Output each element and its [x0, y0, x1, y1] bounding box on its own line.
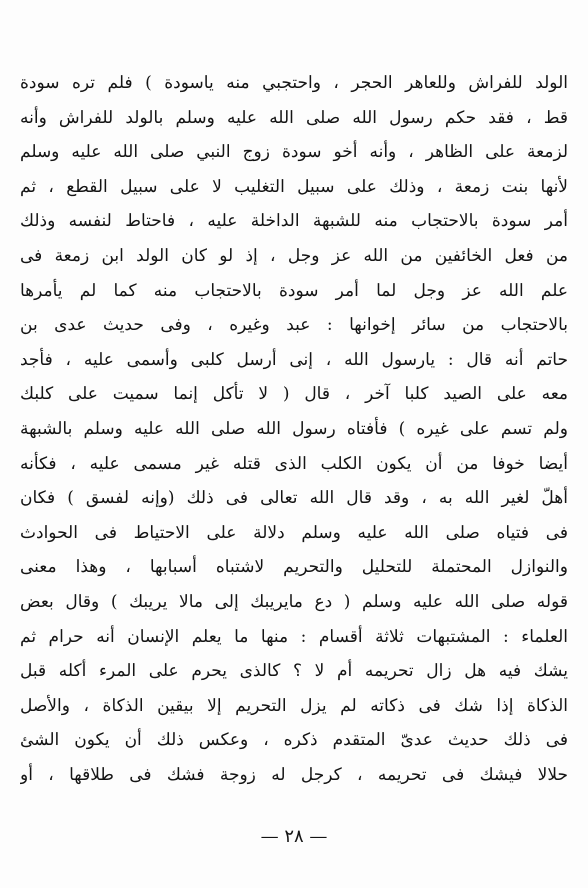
text-line: فى فتياه صلى الله عليه وسلم دلالة على الاحتياط فى الحوادث — [20, 522, 568, 543]
text-line: حلالا فيشك فى تحريمه ، كرجل له زوجة فشك فى طلاقها ، أو — [20, 764, 568, 785]
text-line: أيضا خوفا من أن يكون الكلب الذى قتله غير مسمى عليه ، فكأنه — [20, 453, 568, 474]
text-line: أمر سودة بالاحتجاب منه للشبهة الداخلة عليه ، فاحتاط لنفسه وذلك — [20, 211, 568, 232]
text-line: علم الله عز وجل لما أمر سودة بالاحتجاب منه كما لم يأمرها — [20, 280, 568, 301]
text-line: لزمعة على الظاهر ، وأنه أخو سودة زوج النبي صلى الله عليه وسلم — [20, 142, 568, 163]
text-line: بالاحتجاب من سائر إخوانها : عبد وغيره ، وفى حديث عدى بن — [20, 315, 568, 336]
text-line: الولد للفراش وللعاهر الحجر ، واحتجبي منه ياسودة ) فلم تره سودة — [20, 73, 568, 93]
body-text — [20, 66, 568, 792]
text-line: حاتم أنه قال : يارسول الله ، إنى أرسل كلبى وأسمى عليه ، فأجد — [20, 349, 568, 370]
text-line: الذكاة إذا شك فى ذكاته لم يزل التحريم إلا بيقين الذكاة ، والأصل — [20, 695, 568, 716]
text-line: قط ، فقد حكم رسول الله صلى الله عليه وسلم بالولد للفراش وأنه — [20, 107, 568, 128]
text-line: لأنها بنت زمعة ، وذلك على سبيل التغليب لا على سبيل القطع ، ثم — [20, 176, 568, 197]
text-line: والنوازل المحتملة للتحليل والتحريم لاشتباه أسبابها ، وهذا معنى — [20, 557, 568, 578]
text-line: يشك فيه هل زال تحريمه أم لا ؟ كالذى يحرم على المرء أكله قبل — [20, 661, 568, 682]
text-line: أهلّ لغير الله به ، وقد قال الله تعالى فى ذلك (وإنه لفسق ) فكان — [20, 488, 568, 509]
text-line: العلماء : المشتبهات ثلاثة أقسام : منها ما يعلم الإنسان أنه حرام ثم — [20, 626, 568, 647]
page-number: — ٢٨ — — [260, 826, 328, 847]
text-line: من فعل الخائفين من الله عز وجل ، إذ لو كان الولد ابن زمعة فى — [20, 245, 568, 266]
text-line: معه على الصيد كلبا آخر ، قال ( لا تأكل إنما سميت على كلبك — [20, 384, 568, 405]
text-line: ولم تسم على غيره ) فأفتاه رسول الله صلى الله عليه وسلم بالشبهة — [20, 418, 568, 439]
text-line: قوله صلى الله عليه وسلم ( دع مايريبك إلى مالا يريبك ) وقال بعض — [20, 591, 568, 612]
text-line: فى ذلك حديث عدىّ المتقدم ذكره ، وعكس ذلك أن يكون الشئ — [20, 730, 568, 751]
